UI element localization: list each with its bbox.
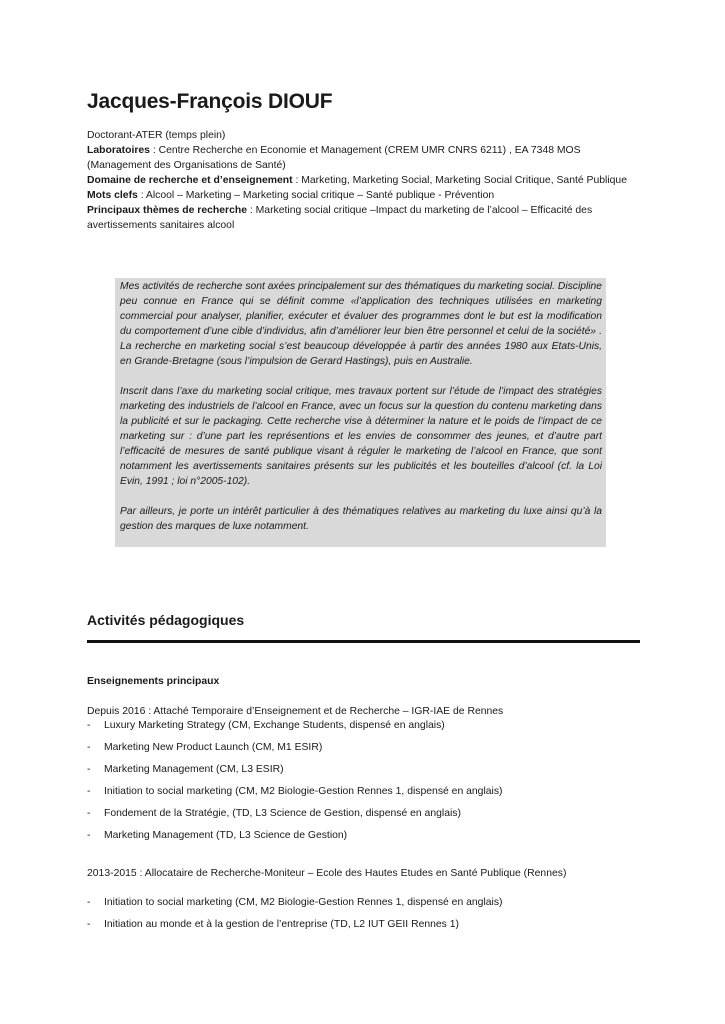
bullet-dash: - [87,830,91,841]
mots-clefs-line [87,188,632,203]
course-text: Luxury Marketing Strategy (CM, Exchange Students, dispensé en anglais) [104,720,445,731]
bullet-dash: - [87,720,91,731]
laboratoires-value: : Centre Recherche en Economie et Management (CREM UMR CNRS 6211) , EA 7348 MOS (Management des Organisations de Santé) [87,145,581,171]
domaine-label: Domaine de recherche et d’enseignement [87,175,293,186]
themes-line [87,203,632,233]
research-paragraph-2: Inscrit dans l’axe du marketing social critique, mes travaux portent sur l’étude de l’impact des stratégies marketing des industriels de l’alcool en France, avec un focus sur la question du contenu marketing dans la publicité et sur le packaging. Cette recherche vise à déterminer la nature et le poids de l’impact de ce marketing sur : d’une part les représentions et les envies de consommer des jeunes, et d’autre part l’efficacité de mesures de santé publique visant à réguler le marketing de l’alcool en France, que sont notamment les avertissements sanitaires présents sur les publicités et les bouteilles d’alcool (cf. la Loi Evin, 1991 ; loi n°2005-102). [120,386,602,487]
bullet-dash: - [87,742,91,753]
course-text: Marketing Management (TD, L3 Science de Gestion) [104,830,348,841]
course-text: Marketing Management (CM, L3 ESIR) [104,764,284,775]
person-name: Jacques-François DIOUF [87,90,333,113]
period-heading: 2013-2015 : Allocataire de Recherche-Moniteur – Ecole des Hautes Etudes en Santé Publique (Rennes) [87,868,567,879]
course-text: Marketing New Product Launch (CM, M1 ESIR) [104,742,323,753]
bullet-dash: - [87,764,91,775]
status-line: Doctorant-ATER (temps plein) [87,130,226,141]
mots-clefs-label: Mots clefs [87,190,138,201]
profile-info [87,128,632,233]
bullet-dash: - [87,808,91,819]
course-text: Fondement de la Stratégie, (TD, L3 Science de Gestion, dispensé en anglais) [104,808,461,819]
section-title: Activités pédagogiques [87,612,245,628]
research-paragraph-1: Mes activités de recherche sont axées principalement sur des thématiques du marketing social. Discipline peu connue en France qui se définit comme «l’application des techniques utilisées en marketing commercial pour analyser, planifier, exécuter et évaluer des programmes dont le but est la modification du comportement d’une cible d’individus, afin d’améliorer leur bien être personnel et celui de la société» . La recherche en marketing social s’est beaucoup développée à partir des années 1980 aux Etats-Unis, en Grande-Bretagne (sous l’impulsion de Gerard Hastings), puis en Australie. [120,281,602,367]
themes-value: : Marketing social critique –Impact du marketing de l’alcool – Efficacité des avertissements sanitaires alcool [87,205,593,231]
themes-label: Principaux thèmes de recherche [87,205,247,216]
teaching-subheading: Enseignements principaux [87,676,220,687]
domaine-line [87,173,632,188]
research-summary-box [115,278,606,547]
bullet-dash: - [87,919,91,930]
research-paragraph-3: Par ailleurs, je porte un intérêt particulier à des thématiques relatives au marketing du luxe ainsi qu’à la gestion des marques de luxe notamment. [120,506,602,532]
laboratoires-line [87,143,632,173]
course-text: Initiation to social marketing (CM, M2 Biologie-Gestion Rennes 1, dispensé en anglais) [104,786,503,797]
laboratoires-label: Laboratoires [87,145,150,156]
section-divider [87,640,640,643]
bullet-dash: - [87,897,91,908]
period-heading: Depuis 2016 : Attaché Temporaire d’Enseignement et de Recherche – IGR-IAE de Rennes [87,706,504,717]
bullet-dash: - [87,786,91,797]
domaine-value: : Marketing, Marketing Social, Marketing Social Critique, Santé Publique [292,175,627,186]
mots-clefs-value: : Alcool – Marketing – Marketing social critique – Santé publique - Prévention [137,190,495,201]
course-text: Initiation au monde et à la gestion de l’entreprise (TD, L2 IUT GEII Rennes 1) [104,919,460,930]
course-text: Initiation to social marketing (CM, M2 Biologie-Gestion Rennes 1, dispensé en anglais) [104,897,503,908]
